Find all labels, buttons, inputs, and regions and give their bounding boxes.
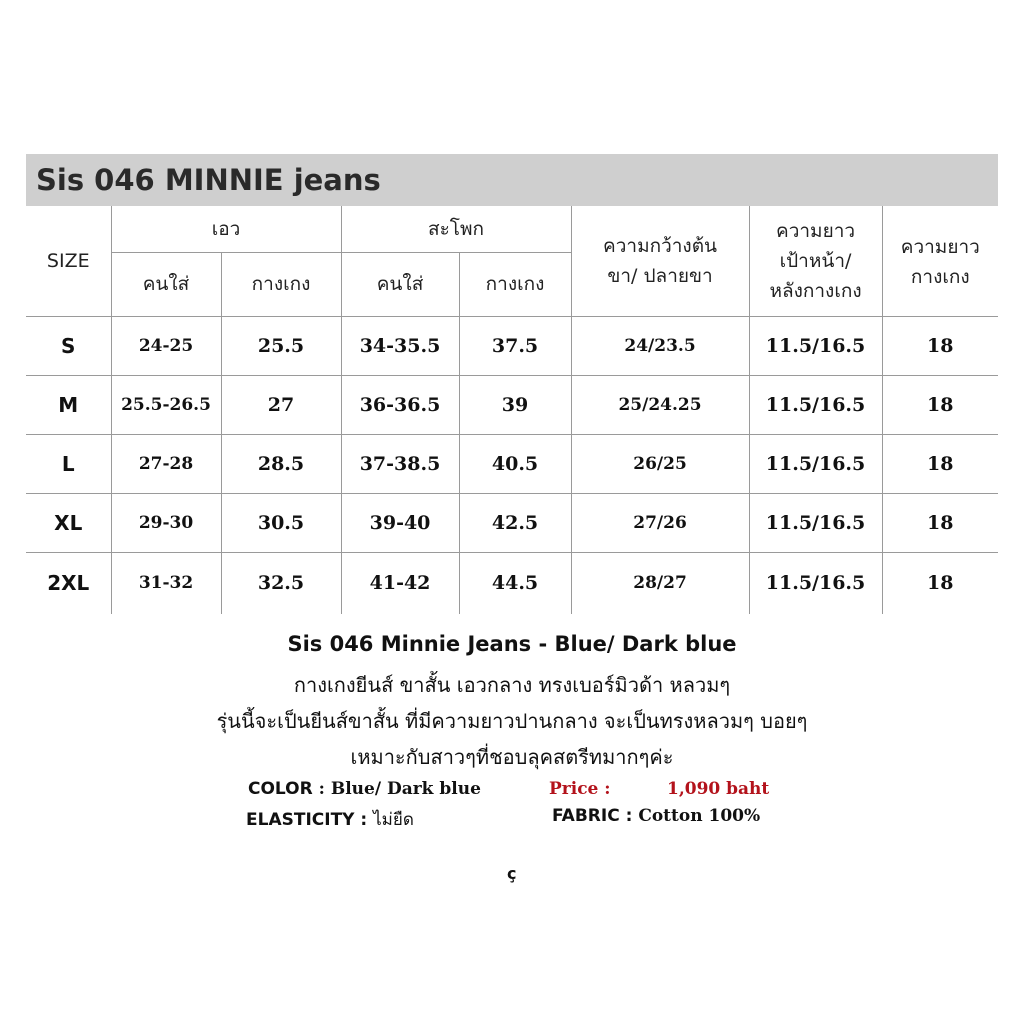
length-header-line2: กางเกง	[910, 266, 970, 288]
elasticity-value: ไม่ยืด	[373, 810, 414, 830]
elasticity-info	[246, 806, 414, 833]
hip-wearer-cell: 39-40	[341, 493, 459, 552]
description-line-2: รุ่นนี้จะเป็นยีนส์ขาสั้น ที่มีความยาวปานกลาง จะเป็นทรงหลวมๆ บอยๆ	[216, 709, 808, 733]
leg-width-cell: 25/24.25	[571, 375, 749, 434]
length-header-line1: ความยาว	[900, 236, 980, 258]
product-heading: Sis 046 Minnie Jeans - Blue/ Dark blue	[287, 632, 737, 656]
length-cell: 18	[882, 552, 998, 614]
leg-width-cell: 28/27	[571, 552, 749, 614]
waist-wearer-header: คนใส่	[111, 252, 221, 316]
elasticity-label: ELASTICITY :	[246, 810, 368, 830]
hip-pants-cell: 39	[459, 375, 571, 434]
leg-width-header-line2: ขา/ ปลายขา	[607, 264, 713, 287]
fabric-info	[552, 806, 760, 826]
waist-pants-cell: 32.5	[221, 552, 341, 614]
hip-header: สะโพก	[341, 206, 571, 252]
rise-cell: 11.5/16.5	[749, 375, 882, 434]
size-cell: XL	[26, 493, 111, 552]
hip-wearer-header: คนใส่	[341, 252, 459, 316]
leg-width-cell: 24/23.5	[571, 316, 749, 375]
title-bar	[26, 154, 998, 206]
waist-pants-cell: 27	[221, 375, 341, 434]
price-label: Price :	[549, 779, 611, 799]
rise-cell: 11.5/16.5	[749, 434, 882, 493]
size-cell: S	[26, 316, 111, 375]
size-chart-table	[26, 206, 998, 614]
size-cell: M	[26, 375, 111, 434]
rise-cell: 11.5/16.5	[749, 493, 882, 552]
waist-wearer-cell: 27-28	[111, 434, 221, 493]
length-header	[882, 206, 998, 316]
color-label: COLOR	[248, 779, 313, 799]
leg-width-cell: 26/25	[571, 434, 749, 493]
rise-header	[749, 206, 882, 316]
length-cell: 18	[882, 375, 998, 434]
footer-mark: ç	[507, 864, 517, 883]
waist-pants-cell: 25.5	[221, 316, 341, 375]
hip-wearer-cell: 36-36.5	[341, 375, 459, 434]
rise-header-line2: เป้าหน้า/	[779, 249, 852, 272]
waist-pants-cell: 30.5	[221, 493, 341, 552]
hip-pants-header: กางเกง	[459, 252, 571, 316]
size-column-header: SIZE	[46, 249, 90, 272]
hip-wearer-cell: 37-38.5	[341, 434, 459, 493]
size-rows	[26, 316, 998, 614]
fabric-label: FABRIC :	[552, 806, 633, 826]
color-value: Blue/ Dark blue	[330, 779, 481, 799]
rise-cell: 11.5/16.5	[749, 316, 882, 375]
waist-pants-header: กางเกง	[221, 252, 341, 316]
hip-wearer-cell: 41-42	[341, 552, 459, 614]
table-row	[26, 493, 998, 552]
hip-pants-cell: 44.5	[459, 552, 571, 614]
hip-pants-cell: 37.5	[459, 316, 571, 375]
hip-pants-cell: 42.5	[459, 493, 571, 552]
length-cell: 18	[882, 434, 998, 493]
rise-header-line3: หลังกางเกง	[769, 279, 862, 302]
hip-pants-cell: 40.5	[459, 434, 571, 493]
size-cell: L	[26, 434, 111, 493]
rise-cell: 11.5/16.5	[749, 552, 882, 614]
price-value: 1,090 baht	[667, 779, 770, 799]
waist-header: เอว	[111, 206, 341, 252]
waist-wearer-cell: 25.5-26.5	[111, 375, 221, 434]
description-line-3: เหมาะกับสาวๆที่ชอบลุคสตรีทมากๆค่ะ	[350, 745, 674, 769]
leg-width-header-line1: ความกว้างต้น	[603, 234, 718, 257]
hip-wearer-cell: 34-35.5	[341, 316, 459, 375]
waist-wearer-cell: 24-25	[111, 316, 221, 375]
waist-pants-cell: 28.5	[221, 434, 341, 493]
page-title: Sis 046 MINNIE jeans	[36, 163, 381, 197]
description-line-1: กางเกงยีนส์ ขาสั้น เอวกลาง ทรงเบอร์มิวด้า หลวมๆ	[293, 673, 731, 697]
table-row	[26, 552, 998, 614]
table-row	[26, 434, 998, 493]
waist-wearer-cell: 29-30	[111, 493, 221, 552]
rise-header-line1: ความยาว	[776, 219, 856, 242]
size-cell: 2XL	[26, 552, 111, 614]
length-cell: 18	[882, 493, 998, 552]
fabric-value: Cotton 100%	[638, 806, 761, 826]
table-row	[26, 316, 998, 375]
leg-width-header	[571, 206, 749, 316]
color-info: COLOR : Blue/ Dark blue	[248, 779, 481, 799]
length-cell: 18	[882, 316, 998, 375]
table-row	[26, 375, 998, 434]
leg-width-cell: 27/26	[571, 493, 749, 552]
waist-wearer-cell: 31-32	[111, 552, 221, 614]
